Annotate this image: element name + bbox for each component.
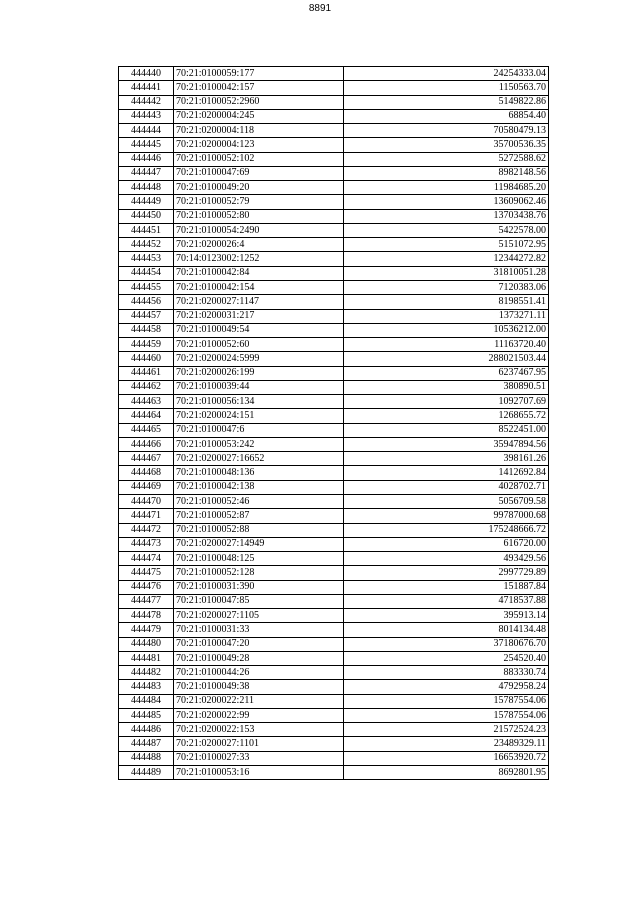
cadastral-number-cell: 70:21:0200027:1101: [174, 737, 344, 751]
cadastral-value-cell: 35947894.56: [344, 437, 549, 451]
cadastral-value-cell: 16653920.72: [344, 751, 549, 765]
table-row: [119, 694, 549, 708]
cadastral-number-cell: 70:21:0200022:211: [174, 694, 344, 708]
table-row: [119, 109, 549, 123]
row-number-cell: 444462: [119, 380, 174, 394]
cadastral-value-cell: 31810051.28: [344, 266, 549, 280]
cadastral-value-cell: 4792958.24: [344, 680, 549, 694]
table-row: [119, 152, 549, 166]
cadastral-value-cell: 1373271.11: [344, 309, 549, 323]
cadastral-number-cell: 70:21:0200024:151: [174, 409, 344, 423]
table-row: [119, 580, 549, 594]
cadastral-value-cell: 380890.51: [344, 380, 549, 394]
row-number-cell: 444447: [119, 166, 174, 180]
cadastral-number-cell: 70:21:0100049:20: [174, 181, 344, 195]
cadastral-value-cell: 10536212.00: [344, 323, 549, 337]
cadastral-number-cell: 70:21:0100039:44: [174, 380, 344, 394]
cadastral-value-table: [118, 66, 549, 780]
table-body: [119, 67, 549, 780]
table-row: [119, 380, 549, 394]
row-number-cell: 444466: [119, 437, 174, 451]
row-number-cell: 444480: [119, 637, 174, 651]
cadastral-number-cell: 70:21:0100047:6: [174, 423, 344, 437]
cadastral-value-cell: 1150563.70: [344, 81, 549, 95]
cadastral-number-cell: 70:21:0100048:136: [174, 466, 344, 480]
cadastral-value-cell: 5422578.00: [344, 223, 549, 237]
row-number-cell: 444478: [119, 609, 174, 623]
cadastral-value-cell: 1268655.72: [344, 409, 549, 423]
row-number-cell: 444445: [119, 138, 174, 152]
cadastral-value-cell: 7120383.06: [344, 280, 549, 294]
cadastral-value-cell: 11984685.20: [344, 181, 549, 195]
table-row: [119, 95, 549, 109]
table-row: [119, 723, 549, 737]
cadastral-number-cell: 70:21:0100027:33: [174, 751, 344, 765]
table-row: [119, 452, 549, 466]
cadastral-number-cell: 70:21:0100042:154: [174, 280, 344, 294]
cadastral-number-cell: 70:21:0100052:128: [174, 566, 344, 580]
cadastral-number-cell: 70:21:0100031:33: [174, 623, 344, 637]
table-row: [119, 594, 549, 608]
cadastral-value-cell: 8014134.48: [344, 623, 549, 637]
cadastral-number-cell: 70:21:0200026:199: [174, 366, 344, 380]
row-number-cell: 444487: [119, 737, 174, 751]
table-row: [119, 352, 549, 366]
cadastral-value-cell: 15787554.06: [344, 708, 549, 722]
row-number-cell: 444455: [119, 280, 174, 294]
cadastral-number-cell: 70:21:0200004:123: [174, 138, 344, 152]
cadastral-number-cell: 70:21:0200022:99: [174, 708, 344, 722]
cadastral-value-cell: 5056709.58: [344, 494, 549, 508]
table-row: [119, 366, 549, 380]
row-number-cell: 444460: [119, 352, 174, 366]
cadastral-value-cell: 4718537.88: [344, 594, 549, 608]
cadastral-number-cell: 70:21:0100054:2490: [174, 223, 344, 237]
table-row: [119, 637, 549, 651]
row-number-cell: 444443: [119, 109, 174, 123]
cadastral-number-cell: 70:21:0200027:16652: [174, 452, 344, 466]
row-number-cell: 444451: [119, 223, 174, 237]
cadastral-value-cell: 24254333.04: [344, 67, 549, 81]
row-number-cell: 444468: [119, 466, 174, 480]
cadastral-value-cell: 151887.84: [344, 580, 549, 594]
row-number-cell: 444465: [119, 423, 174, 437]
row-number-cell: 444473: [119, 537, 174, 551]
cadastral-value-cell: 99787000.68: [344, 509, 549, 523]
row-number-cell: 444489: [119, 766, 174, 780]
cadastral-number-cell: 70:21:0100052:60: [174, 338, 344, 352]
cadastral-value-cell: 15787554.06: [344, 694, 549, 708]
cadastral-value-cell: 8522451.00: [344, 423, 549, 437]
table-row: [119, 609, 549, 623]
row-number-cell: 444464: [119, 409, 174, 423]
row-number-cell: 444474: [119, 552, 174, 566]
table-row: [119, 138, 549, 152]
row-number-cell: 444456: [119, 295, 174, 309]
cadastral-value-cell: 5149822.86: [344, 95, 549, 109]
cadastral-value-cell: 35700536.35: [344, 138, 549, 152]
cadastral-number-cell: 70:21:0100042:138: [174, 480, 344, 494]
page-number: 8891: [308, 3, 332, 14]
cadastral-number-cell: 70:21:0100052:87: [174, 509, 344, 523]
row-number-cell: 444472: [119, 523, 174, 537]
table-row: [119, 552, 549, 566]
row-number-cell: 444471: [119, 509, 174, 523]
table-row: [119, 466, 549, 480]
table-row: [119, 480, 549, 494]
table-row: [119, 124, 549, 138]
table-row: [119, 651, 549, 665]
cadastral-value-cell: 883330.74: [344, 666, 549, 680]
table-row: [119, 67, 549, 81]
row-number-cell: 444452: [119, 238, 174, 252]
cadastral-number-cell: 70:21:0200027:1105: [174, 609, 344, 623]
cadastral-number-cell: 70:21:0200024:5999: [174, 352, 344, 366]
row-number-cell: 444486: [119, 723, 174, 737]
row-number-cell: 444482: [119, 666, 174, 680]
cadastral-value-cell: 68854.40: [344, 109, 549, 123]
row-number-cell: 444469: [119, 480, 174, 494]
table-row: [119, 423, 549, 437]
row-number-cell: 444457: [119, 309, 174, 323]
cadastral-number-cell: 70:21:0100031:390: [174, 580, 344, 594]
row-number-cell: 444484: [119, 694, 174, 708]
cadastral-value-cell: 8982148.56: [344, 166, 549, 180]
cadastral-value-cell: 5272588.62: [344, 152, 549, 166]
table-row: [119, 395, 549, 409]
cadastral-number-cell: 70:21:0100044:26: [174, 666, 344, 680]
table-row: [119, 766, 549, 780]
cadastral-value-cell: 1412692.84: [344, 466, 549, 480]
table-row: [119, 409, 549, 423]
cadastral-value-cell: 21572524.23: [344, 723, 549, 737]
cadastral-value-cell: 23489329.11: [344, 737, 549, 751]
table-row: [119, 309, 549, 323]
table-row: [119, 252, 549, 266]
cadastral-number-cell: 70:21:0100052:102: [174, 152, 344, 166]
row-number-cell: 444454: [119, 266, 174, 280]
row-number-cell: 444476: [119, 580, 174, 594]
table-row: [119, 494, 549, 508]
cadastral-value-cell: 5151072.95: [344, 238, 549, 252]
cadastral-number-cell: 70:21:0100042:84: [174, 266, 344, 280]
table-row: [119, 523, 549, 537]
cadastral-number-cell: 70:21:0200004:118: [174, 124, 344, 138]
cadastral-value-cell: 398161.26: [344, 452, 549, 466]
cadastral-number-cell: 70:21:0100052:46: [174, 494, 344, 508]
table-row: [119, 323, 549, 337]
table-row: [119, 181, 549, 195]
row-number-cell: 444488: [119, 751, 174, 765]
cadastral-value-cell: 6237467.95: [344, 366, 549, 380]
cadastral-number-cell: 70:21:0100052:79: [174, 195, 344, 209]
cadastral-number-cell: 70:21:0100049:28: [174, 651, 344, 665]
table-row: [119, 166, 549, 180]
cadastral-number-cell: 70:21:0100052:80: [174, 209, 344, 223]
row-number-cell: 444463: [119, 395, 174, 409]
table-row: [119, 437, 549, 451]
table-row: [119, 623, 549, 637]
table-row: [119, 195, 549, 209]
row-number-cell: 444475: [119, 566, 174, 580]
row-number-cell: 444441: [119, 81, 174, 95]
table-row: [119, 238, 549, 252]
cadastral-number-cell: 70:21:0100047:69: [174, 166, 344, 180]
row-number-cell: 444477: [119, 594, 174, 608]
row-number-cell: 444461: [119, 366, 174, 380]
cadastral-value-cell: 70580479.13: [344, 124, 549, 138]
cadastral-value-cell: 175248666.72: [344, 523, 549, 537]
cadastral-number-cell: 70:21:0200004:245: [174, 109, 344, 123]
cadastral-number-cell: 70:21:0200027:14949: [174, 537, 344, 551]
cadastral-number-cell: 70:21:0200027:1147: [174, 295, 344, 309]
cadastral-number-cell: 70:21:0200026:4: [174, 238, 344, 252]
table-row: [119, 708, 549, 722]
row-number-cell: 444483: [119, 680, 174, 694]
table-row: [119, 737, 549, 751]
row-number-cell: 444444: [119, 124, 174, 138]
cadastral-number-cell: 70:21:0100052:2960: [174, 95, 344, 109]
row-number-cell: 444459: [119, 338, 174, 352]
cadastral-value-cell: 616720.00: [344, 537, 549, 551]
row-number-cell: 444467: [119, 452, 174, 466]
cadastral-value-cell: 12344272.82: [344, 252, 549, 266]
row-number-cell: 444481: [119, 651, 174, 665]
cadastral-number-cell: 70:21:0100052:88: [174, 523, 344, 537]
cadastral-value-cell: 13609062.46: [344, 195, 549, 209]
cadastral-number-cell: 70:21:0200031:217: [174, 309, 344, 323]
cadastral-number-cell: 70:21:0100049:38: [174, 680, 344, 694]
cadastral-value-cell: 2997729.89: [344, 566, 549, 580]
cadastral-number-cell: 70:21:0200022:153: [174, 723, 344, 737]
table-row: [119, 537, 549, 551]
cadastral-value-cell: 254520.40: [344, 651, 549, 665]
cadastral-number-cell: 70:21:0100053:242: [174, 437, 344, 451]
cadastral-number-cell: 70:21:0100042:157: [174, 81, 344, 95]
row-number-cell: 444470: [119, 494, 174, 508]
row-number-cell: 444485: [119, 708, 174, 722]
row-number-cell: 444479: [119, 623, 174, 637]
cadastral-value-cell: 395913.14: [344, 609, 549, 623]
cadastral-value-cell: 1092707.69: [344, 395, 549, 409]
cadastral-value-cell: 8198551.41: [344, 295, 549, 309]
cadastral-value-cell: 13703438.76: [344, 209, 549, 223]
cadastral-number-cell: 70:21:0100047:85: [174, 594, 344, 608]
cadastral-number-cell: 70:21:0100048:125: [174, 552, 344, 566]
cadastral-number-cell: 70:21:0100056:134: [174, 395, 344, 409]
cadastral-number-cell: 70:21:0100049:54: [174, 323, 344, 337]
table-row: [119, 751, 549, 765]
cadastral-value-cell: 11163720.40: [344, 338, 549, 352]
table-row: [119, 81, 549, 95]
table-row: [119, 509, 549, 523]
row-number-cell: 444449: [119, 195, 174, 209]
cadastral-value-cell: 4028702.71: [344, 480, 549, 494]
table-row: [119, 280, 549, 294]
row-number-cell: 444440: [119, 67, 174, 81]
cadastral-value-cell: 493429.56: [344, 552, 549, 566]
row-number-cell: 444453: [119, 252, 174, 266]
row-number-cell: 444450: [119, 209, 174, 223]
table-row: [119, 566, 549, 580]
cadastral-number-cell: 70:21:0100053:16: [174, 766, 344, 780]
row-number-cell: 444446: [119, 152, 174, 166]
cadastral-number-cell: 70:21:0100059:177: [174, 67, 344, 81]
cadastral-value-cell: 288021503.44: [344, 352, 549, 366]
row-number-cell: 444448: [119, 181, 174, 195]
table-row: [119, 266, 549, 280]
table-row: [119, 223, 549, 237]
row-number-cell: 444458: [119, 323, 174, 337]
cadastral-number-cell: 70:21:0100047:20: [174, 637, 344, 651]
table-row: [119, 680, 549, 694]
table-row: [119, 209, 549, 223]
table-row: [119, 295, 549, 309]
cadastral-number-cell: 70:14:0123002:1252: [174, 252, 344, 266]
cadastral-value-cell: 8692801.95: [344, 766, 549, 780]
table-row: [119, 338, 549, 352]
cadastral-value-cell: 37180676.70: [344, 637, 549, 651]
row-number-cell: 444442: [119, 95, 174, 109]
table-row: [119, 666, 549, 680]
